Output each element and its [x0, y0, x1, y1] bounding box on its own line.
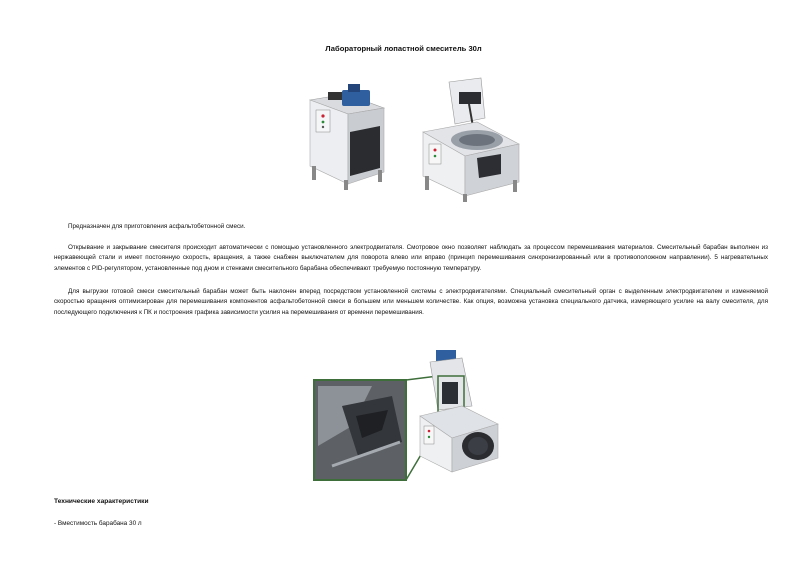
spec-item: - Вместимость барабана 30 л	[54, 520, 142, 527]
paragraph-unloading: Для выгрузки готовой смеси смесительный барабан может быть наклонен вперед посредством установленной системы с электродвигателями. Специальный смесительный орган с выделенным электродвигателем и изменяемой скоростью вращения оптимизирован для перемешивания компонентов асфальтобетонной смеси в большем или меньшем количестве. Как опция, возможна установка специального датчика, измеряющего усилие на валу смесителя, для последующего подключения к ПК и построения графика зависимости усилия на перемешивания от времени перемешивания.	[54, 288, 768, 316]
mixer-open-photo	[415, 74, 525, 209]
paragraph-operation: Открывание и закрывание смесителя происходит автоматически с помощью установленного электродвигателя. Смотровое окно позволяет наблюдать за процессом перемешивания материалов. Смесительный барабан выполнен из нержавеющей стали и имеет постоянную скорость, вращения, а также снабжен выключателем для поворота влево или вправо (принцип перемешивания синхронизированный или в противоположном направлении). 5 нагревательных элементов с PID-регулятором, установленные под дном и стенками смесительного барабана обеспечивают требуемую постоянную температуру.	[54, 244, 768, 272]
mixer-closed-photo	[288, 80, 398, 197]
paragraph-purpose: Предназначен для приготовления асфальтобетонной смеси.	[68, 223, 246, 230]
page-title: Лабораторный лопастной смеситель 30л	[325, 44, 482, 53]
specs-heading: Технические характеристики	[54, 498, 149, 505]
mixer-detail-photo	[312, 346, 502, 489]
